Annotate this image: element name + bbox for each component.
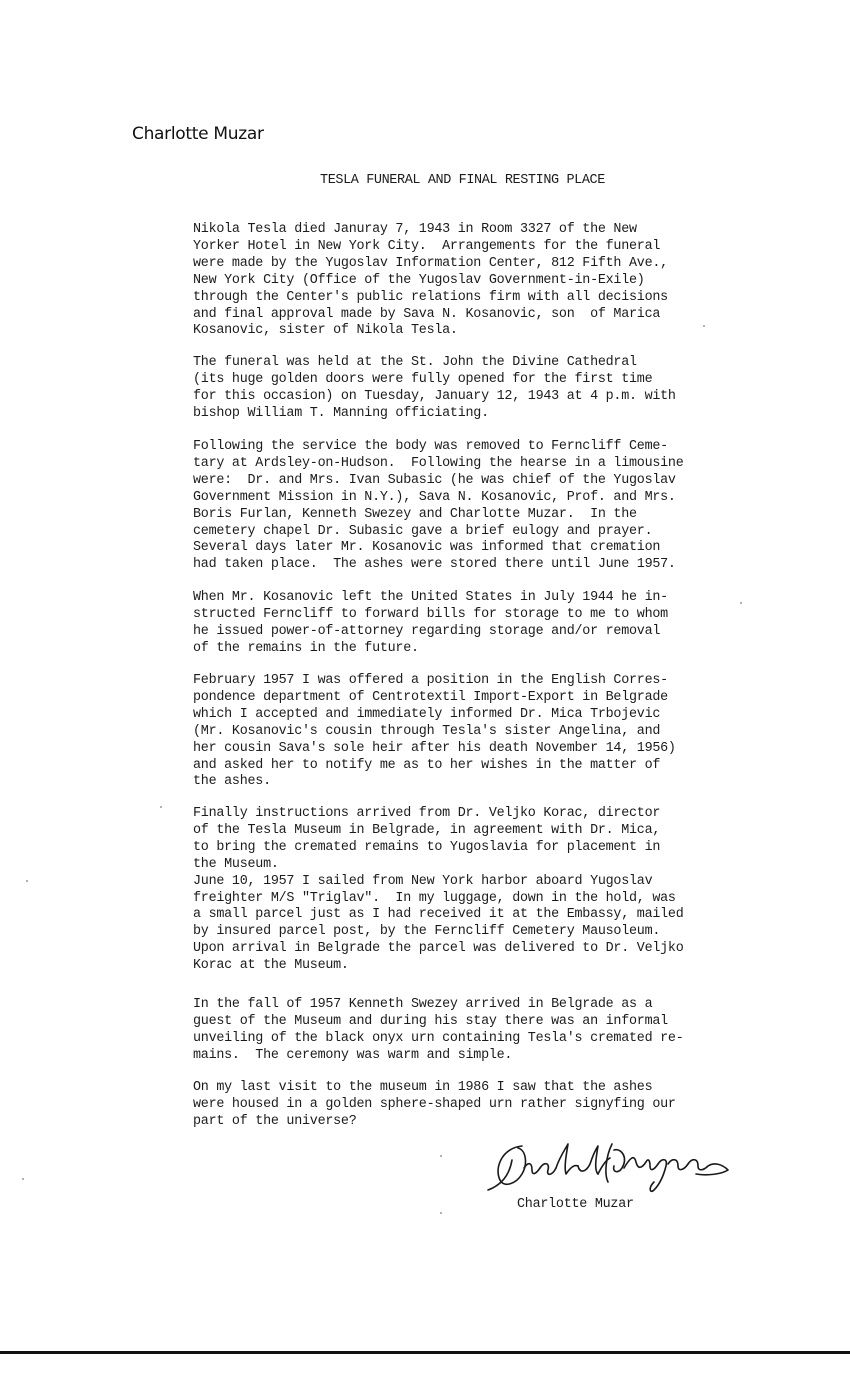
scan-speck [22, 1178, 24, 1180]
scan-speck [740, 602, 742, 604]
paragraph-urn-unveiling: In the fall of 1957 Kenneth Swezey arrived in Belgrade as a guest of the Museum and during his stay there was an informal unveiling of the black onyx urn containing Tesla's cremated re- mains. The ceremony was warm and simple. [193, 997, 684, 1063]
document-title: TESLA FUNERAL AND FINAL RESTING PLACE [320, 173, 605, 188]
paragraph-cremation: Following the service the body was removed to Ferncliff Ceme- tary at Ardsley-on-Hudson. Following the hearse in a limousine were: Dr. and Mrs. Ivan Subasic (he was chief of the Yugoslav Government Mission in N.Y.), Sava N. Kosanovic, Prof. and Mrs. Boris Furlan, Kenneth Swezey and Charlotte Muzar. In the cemetery chapel Dr. Subasic gave a brief eulogy and prayer. Several days later Mr. Kosanovic was informed that cremation had taken place. The ashes were stored there until June 1957. [193, 439, 684, 573]
typed-signature-name: Charlotte Muzar [517, 1197, 634, 1212]
paragraph-power-of-attorney: When Mr. Kosanovic left the United States in July 1944 he in- structed Ferncliff to forward bills for storage to me to whom he issued power-of-attorney regarding storage and/or removal of the remains in the future. [193, 590, 668, 656]
scan-speck [26, 880, 28, 882]
paragraph-funeral-service: The funeral was held at the St. John the Divine Cathedral (its huge golden doors were fully opened for the first time for this occasion) on Tuesday, January 12, 1943 at 4 p.m. with bishop William T. Manning officiating. [193, 355, 676, 421]
paragraph-transfer-to-museum: Finally instructions arrived from Dr. Veljko Korac, director of the Tesla Museum in Belgrade, in agreement with Dr. Mica, to bring the cremated remains to Yugoslavia for placement in the Museum. June 10, 1957 I sailed from New York harbor aboard Yugoslav freighter M/S "Triglav". In my luggage, down in the hold, was a small parcel just as I had received it at the Embassy, mailed by insured parcel post, by the Ferncliff Cemetery Mausoleum. Upon arrival in Belgrade the parcel was delivered to Dr. Veljko Korac at the Museum. [193, 806, 684, 974]
scan-speck [703, 325, 705, 327]
paragraph-belgrade-position: February 1957 I was offered a position in the English Corres- pondence department of Centrotextil Import-Export in Belgrade which I accepted and immediately informed Dr. Mica Trbojevic (Mr. Kosanovic's cousin through Tesla's sister Angelina, and her cousin Sava's sole heir after his death November 14, 1956) and asked her to notify me as to her wishes in the matter of the ashes. [193, 673, 676, 790]
scan-speck [160, 806, 162, 808]
paragraph-death-and-arrangements: Nikola Tesla died Januray 7, 1943 in Room 3327 of the New Yorker Hotel in New York City. Arrangements for the funeral were made by the Yugoslav Information Center, 812 Fifth Ave., New York City (Office of the Yugoslav Government-in-Exile) through the Center's public relations firm with all decisions and final approval made by Sava N. Kosanovic, son of Marica Kosanovic, sister of Nikola Tesla. [193, 222, 668, 339]
letterhead: Charlotte Muzar [132, 124, 264, 144]
paragraph-last-visit: On my last visit to the museum in 1986 I saw that the ashes were housed in a golden sphere-shaped urn rather signyfing our part of the universe? [193, 1080, 676, 1129]
scan-speck [440, 1212, 442, 1214]
bottom-edge-rule [0, 1351, 850, 1354]
handwritten-signature [482, 1138, 740, 1198]
scan-speck [440, 1155, 442, 1157]
